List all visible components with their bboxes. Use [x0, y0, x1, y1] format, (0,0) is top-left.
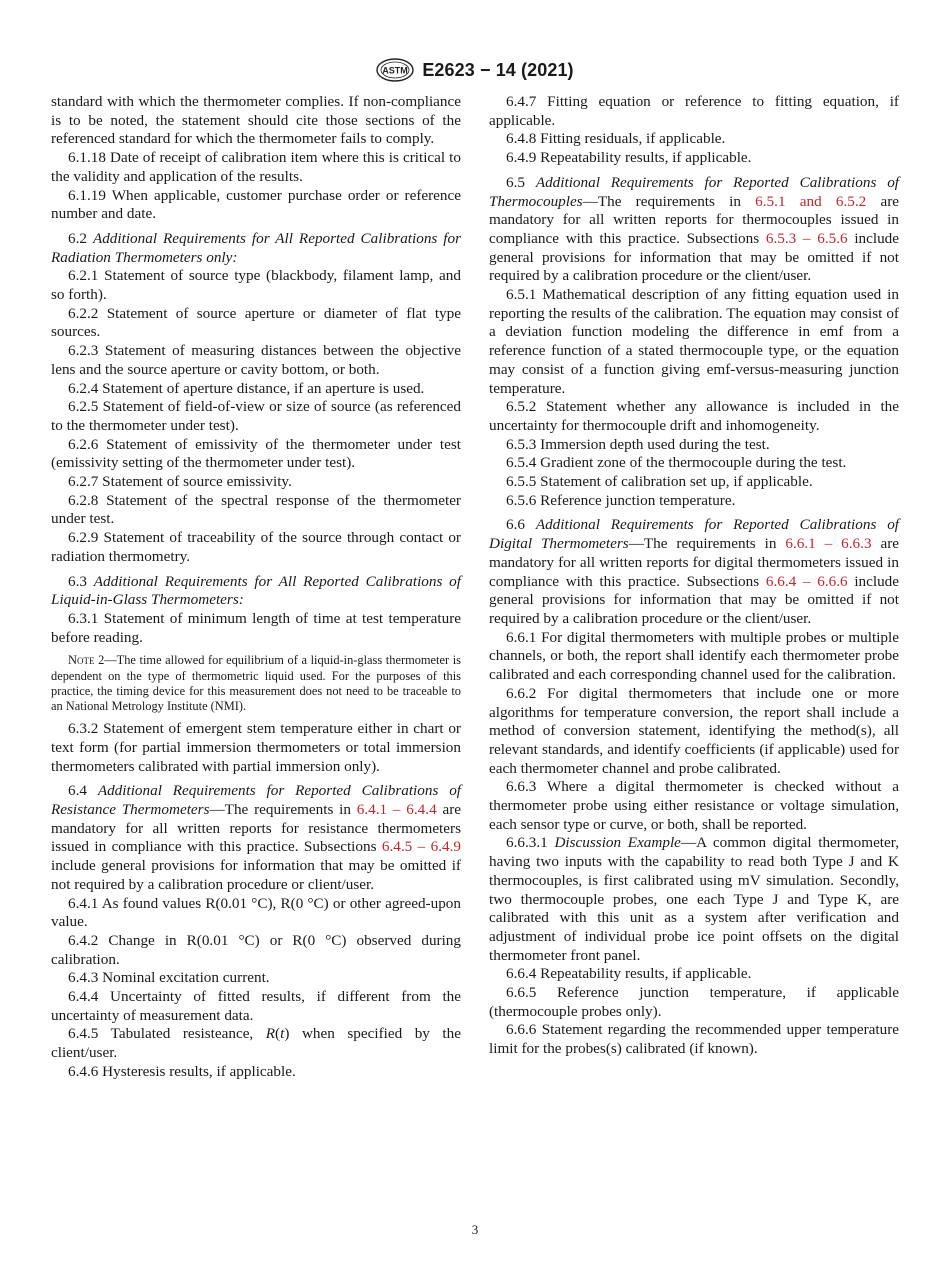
section-6-3-heading: 6.3 Additional Requirements for All Reported Calibrations of Liquid-in-Glass Thermometers: [51, 572, 461, 609]
section-6-6-heading: 6.6 Additional Requirements for Reported Calibrations of Digital Thermometers—The requirements in 6.6.1 – 6.6.3 are mandatory for all written reports for digital thermometers issued in compliance with this practice. Subsections 6.6.4 – 6.6.6 include general provisions for information that may be omitted if not required by a calibration procedure or the client/user. [489, 516, 900, 627]
paragraph-6-5-6: 6.5.6 Reference junction temperature. [506, 491, 736, 509]
paragraph-6-2-1: 6.2.1 Statement of source type (blackbody, filament lamp, and so forth). [51, 267, 461, 304]
paragraph-6-4-8: 6.4.8 Fitting residuals, if applicable. [506, 130, 726, 148]
paragraph-6-6-1: 6.6.1 For digital thermometers with multiple probes or multiple channels, or both, the report shall identify each thermometer probe calibrated and each corresponding channel used for the calibration. [489, 628, 899, 684]
paragraph-6-2-6: 6.2.6 Statement of emissivity of the thermometer under test (emissivity setting of the thermometer under test). [51, 435, 461, 472]
paragraph-6-4-6: 6.4.6 Hysteresis results, if applicable. [68, 1062, 296, 1080]
astm-logo-icon [376, 58, 414, 82]
paragraph-6-6-3-1: 6.6.3.1 Discussion Example—A common digital thermometer, having two inputs with the capability to read both Type J and K thermocouples, is first calibrated using mV simulation. Secondly, two thermocouple probes, one each Type J and Type K, are calibrated with this unit as a system after verification and adjustment of individual probe ice point offsets on the digital thermometer front panel. [489, 834, 900, 964]
paragraph-6-4-7: 6.4.7 Fitting equation or reference to fitting equation, if applicable. [489, 93, 899, 129]
paragraph-6-2-5: 6.2.5 Statement of field-of-view or size of source (as referenced to the thermometer under test). [51, 398, 461, 434]
paragraph-6-2-8: 6.2.8 Statement of the spectral response of the thermometer under test. [51, 491, 461, 528]
note-2 [51, 653, 461, 714]
paragraph-6-2-7: 6.2.7 Statement of source emissivity. [68, 473, 292, 491]
svg-text:ASTM: ASTM [382, 65, 409, 76]
paragraph-6-4-1: 6.4.1 As found values R(0.01 °C), R(0 °C) or other agreed-upon value. [51, 894, 461, 931]
paragraph-6-4-5: 6.4.5 Tabulated resisteance, R(t) when specified by the client/user. [51, 1025, 461, 1062]
paragraph-6-5-5: 6.5.5 Statement of calibration set up, if applicable. [506, 473, 813, 491]
paragraph-6-1-18: 6.1.18 Date of receipt of calibration item where this is critical to the validity and application of the results. [51, 149, 461, 185]
section-6-2-heading: 6.2 Additional Requirements for All Reported Calibrations for Radiation Thermometers only: [51, 229, 462, 266]
paragraph-6-4-2: 6.4.2 Change in R(0.01 °C) or R(0 °C) observed during calibration. [51, 931, 461, 968]
link-6-5-1-and-6-5-2[interactable]: 6.5.1 and 6.5.2 [755, 192, 867, 210]
paragraph-6-3-1: 6.3.1 Statement of minimum length of time at test temperature before reading. [51, 609, 461, 646]
left-column [51, 93, 461, 1082]
paragraph-6-5-2: 6.5.2 Statement whether any allowance is included in the uncertainty for thermocouple drift and inhomogeneity. [489, 398, 899, 434]
page-header [0, 57, 950, 83]
paragraph-6-2-2: 6.2.2 Statement of source aperture or diameter of flat type sources. [51, 304, 461, 341]
link-6-4-1-to-6-4-4[interactable]: 6.4.1 – 6.4.4 [356, 801, 437, 819]
paragraph-6-6-4: 6.6.4 Repeatability results, if applicable. [506, 965, 752, 983]
paragraph-6-2-3: 6.2.3 Statement of measuring distances between the objective lens and the source aperture or cavity bottom, or both. [51, 342, 461, 378]
section-6-5-heading: 6.5 Additional Requirements for Reported Calibrations of Thermocouples—The requirements in 6.5.1 and 6.5.2 are mandatory for all written reports for thermocouples issued in compliance with this practice. Subsections 6.5.3 – 6.5.6 include general provisions for information that may be omitted if not required by a calibration procedure or the client/user. [489, 173, 900, 285]
link-6-6-4-to-6-6-6[interactable]: 6.6.4 – 6.6.6 [765, 572, 848, 590]
paragraph-6-6-6: 6.6.6 Statement regarding the recommended upper temperature limit for the probes(s) calibrated (if known). [489, 1021, 899, 1058]
link-6-6-1-to-6-6-3[interactable]: 6.6.1 – 6.6.3 [785, 535, 872, 553]
paragraph-6-5-3: 6.5.3 Immersion depth used during the test. [506, 435, 770, 453]
link-6-4-5-to-6-4-9[interactable]: 6.4.5 – 6.4.9 [381, 838, 461, 856]
paragraph-6-2-4: 6.2.4 Statement of aperture distance, if an aperture is used. [68, 379, 425, 397]
paragraph-6-5-4: 6.5.4 Gradient zone of the thermocouple during the test. [506, 454, 847, 472]
right-column [489, 93, 899, 1059]
paragraph-6-6-5: 6.6.5 Reference junction temperature, if applicable (thermocouple probes only). [489, 984, 899, 1020]
note-text: —The time allowed for equilibrium of a liquid-in-glass thermometer is dependent on the type of thermometric liquid used. For the purposes of this practice, the timing device for this measurement does not need to be traceable to an National Metrology Institute (NMI). [51, 653, 461, 713]
paragraph-6-6-2: 6.6.2 For digital thermometers that include one or more algorithms for temperature conversion, the report shall include a method of conversion statement, identifying the method(s), all relevant standards, and identify coefficients (if applicable) used for each thermometer channel and probe calibrated. [489, 684, 899, 777]
page-number: 3 [471, 1222, 479, 1237]
note-label: Note 2 [68, 653, 105, 668]
paragraph-6-4-4: 6.4.4 Uncertainty of fitted results, if different from the uncertainty of measurement data. [51, 988, 461, 1024]
paragraph-6-4-9: 6.4.9 Repeatability results, if applicable. [506, 149, 752, 167]
paragraph-continuation: standard with which the thermometer complies. If non-compliance is to be noted, the statement should cite those sections of the referenced standard for which the thermometer fails to comply. [51, 93, 461, 148]
paragraph-6-1-19: 6.1.19 When applicable, customer purchase order or reference number and date. [51, 186, 461, 223]
paragraph-6-4-3: 6.4.3 Nominal excitation current. [68, 969, 270, 987]
paragraph-6-3-2: 6.3.2 Statement of emergent stem temperature either in chart or text form (for partial immersion thermometers or total immersion thermometers calibrated with partial immersion only). [51, 720, 461, 775]
paragraph-6-6-3: 6.6.3 Where a digital thermometer is checked without a thermometer probe using either resistance or voltage simulation, each sensor type or curve, or both, shall be reported. [489, 778, 899, 833]
paragraph-6-5-1: 6.5.1 Mathematical description of any fitting equation used in reporting the results of the calibration. The equation may consist of a deviation function modeling the difference in emf from a reference function of a stated thermocouple type, or the equation may consist of a function giving emf-versus-measuring junction temperature. [489, 286, 899, 397]
section-6-4-heading: 6.4 Additional Requirements for Reported Calibrations of Resistance Thermometers—The requirements in 6.4.1 – 6.4.4 are mandatory for all written reports for resistance thermometers issued in compliance with this practice. Subsections 6.4.5 – 6.4.9 include general provisions for information that may be omitted if not required by a calibration procedure or client/user. [51, 782, 462, 893]
standard-designation: E2623 − 14 (2021) [422, 59, 574, 80]
link-6-5-3-to-6-5-6[interactable]: 6.5.3 – 6.5.6 [765, 229, 848, 247]
paragraph-6-2-9: 6.2.9 Statement of traceability of the source through contact or radiation thermometry. [51, 529, 461, 565]
